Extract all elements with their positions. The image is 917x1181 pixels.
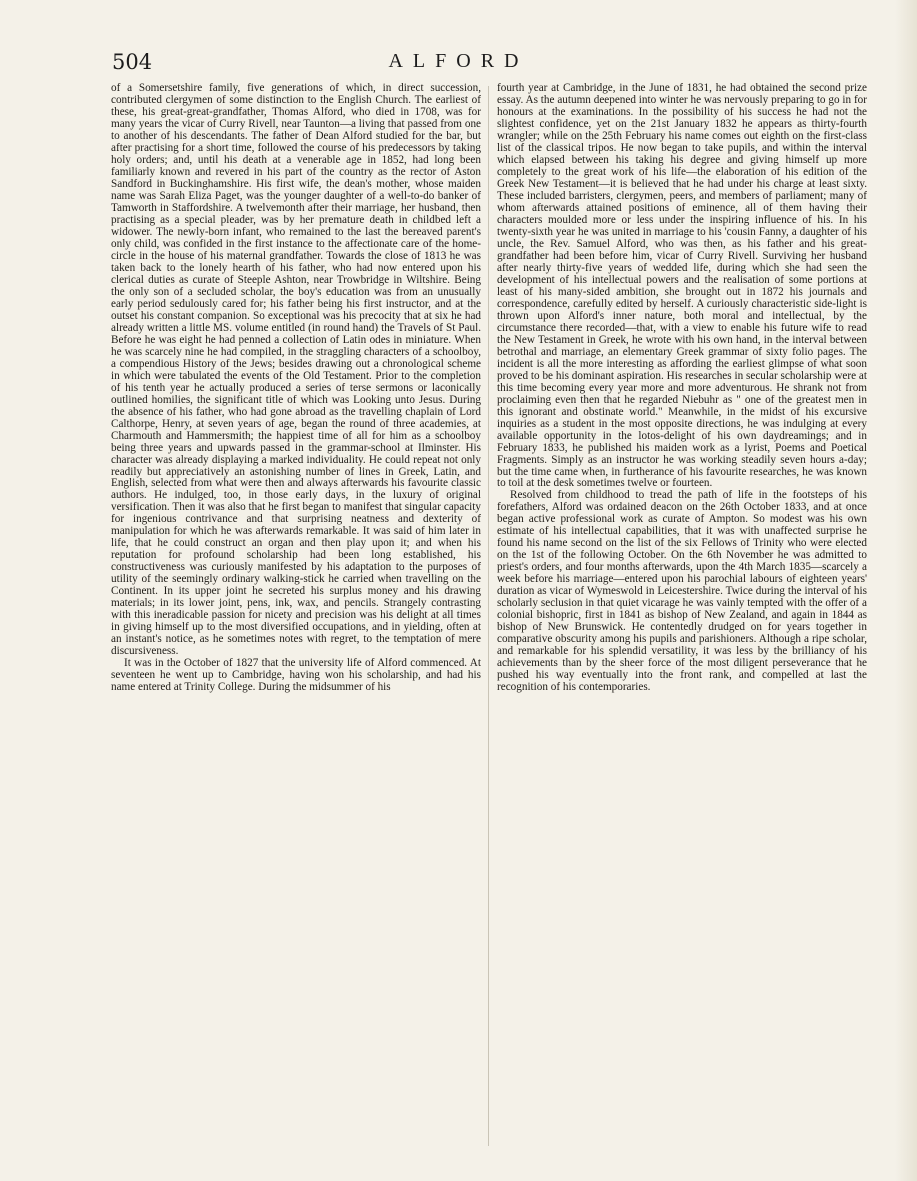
column-divider [488, 86, 489, 1146]
page-header [0, 50, 917, 78]
left-column [111, 82, 481, 1152]
running-title: ALFORD [388, 50, 529, 72]
page-edge-shadow [895, 0, 917, 1181]
paragraph: fourth year at Cambridge, in the June of 1831, he had obtained the second prize essay. As the autumn deepened into winter he was nervously preparing to go in for honours at the examinations. In the possibility of his success he had not the slightest confidence, yet on the 21st January 1832 he appears as thirty-fourth wrangler; while on the 25th February his name comes out eighth on the first-class list of the classical tripos. He now began to take pupils, and within the interval which elapsed between his taking his degree and giving himself up more completely to the great work of his life—the elaboration of his edition of the Greek New Testament—it is believed that he had under his charge at least sixty. These included barristers, clergymen, peers, and members of parliament; many of whom afterwards attained positions of eminence, all of them having their characters moulded more or less under the inspiring influence of his. In his twenty-sixth year he was united in marriage to his 'cousin Fanny, a daughter of his uncle, the Rev. Samuel Alford, who was then, as his father and his great-grandfather had been before him, vicar of Curry Rivell. Surviving her husband after nearly thirty-five years of wedded life, during which she had seen the development of his intellectual powers and the realisation of some portions at least of his many-sided ambition, she brought out in 1872 his journals and correspondence, carefully edited by herself. A curiously characteristic side-light is thrown upon Alford's inner nature, both moral and intellectual, by the circumstance there recorded—that, with a view to enable his future wife to read the New Testament in Greek, he wrote with his own hand, in the interval between betrothal and marriage, an elementary Greek grammar of sixty folio pages. The incident is all the more interesting as affording the earliest glimpse of what soon proved to be his dominant aspiration. His researches in secular scholarship were at this time becoming every year more and more adventurous. He shrank not from proclaiming even then that he regarded Niebuhr as " one of the greatest men in this ignorant and obstinate world." Meanwhile, in the midst of his excursive inquiries as a student in the most opposite directions, he was indulging at every available opportunity in the lotos-delight of his own daydreamings; and in February 1833, he published his maiden work as a lyrist, Poems and Poetical Fragments. Simply as an instructor he was working steadily seven hours a-day; but the time came when, in furtherance of his favourite researches, he was known to toil at the desk sometimes twelve or fourteen. [497, 82, 867, 490]
paragraph: of a Somersetshire family, five generations of which, in direct succession, contributed clergymen of some distinction to the English Church. The earliest of these, his great-great-grandfather, Thomas Alford, who died in 1708, was for many years the vicar of Curry Rivell, near Taunton—a living that passed from one to another of his descendants. The father of Dean Alford studied for the bar, but after practising for a short time, followed the course of his predecessors by taking holy orders; and, until his death at a venerable age in 1852, had long been familiarly known and revered in his part of the country as the rector of Aston Sandford in Buckinghamshire. His first wife, the dean's mother, whose maiden name was Sarah Eliza Paget, was the younger daughter of a well-to-do banker of Tamworth in Staffordshire. A twelvemonth after their marriage, her husband, then practising as a special pleader, was by her premature death in childbed left a widower. The newly-born infant, who remained to the last the bereaved parent's only child, was confided in the first instance to the affectionate care of the home-circle in the house of his maternal grandfather. Towards the close of 1813 he was taken back to the lonely hearth of his father, who had now entered upon his clerical duties as curate of Steeple Ashton, near Trowbridge in Wiltshire. Being the only son of a secluded scholar, the boy's education was from an unusually early period sedulously cared for; his father being his first instructor, and at the outset his constant companion. So exceptional was his precocity that at six he had already written a little MS. volume entitled (in round hand) the Travels of St Paul. Before he was eight he had penned a collection of Latin odes in miniature. When he was scarcely nine he had compiled, in the straggling characters of a schoolboy, a compendious History of the Jews; besides drawing out a chronological scheme in which were tabulated the events of the Old Testament. Prior to the completion of his tenth year he actually produced a series of terse sermons or laconically outlined homilies, the significant title of which was Looking unto Jesus. During the absence of his father, who had gone abroad as the travelling chaplain of Lord Calthorpe, Henry, at seven years of age, began the round of three academies, at Charmouth and Hammersmith; the happiest time of all for him as a schoolboy being three years and upwards passed in the grammar-school at Ilminster. His character was already displaying a marked individuality. He could repeat not only readily but appreciatively an astonishing number of lines in Greek, Latin, and English, selected from what were then and always afterwards his favourite classic authors. He indulged, too, in those early days, in the luxury of original versification. Then it was also that he first began to manifest that singular capacity for ingenious contrivance and that surprising neatness and dexterity of manipulation for which he was afterwards remarkable. It was said of him later in life, that he could construct an organ and then play upon it; and when his reputation for profound scholarship had been long established, his constructiveness was curiously manifested by his adaptation to the purposes of utility of the seemingly ordinary walking-stick he carried when travelling on the Continent. In its upper joint he secreted his surplus money and his drawing materials; in its lower joint, pens, ink, wax, and pencils. Strangely contrasting with this ineradicable passion for nicety and precision was his delight at all times in giving himself up to the most diversified occupations, and in yielding, often at an instant's notice, as he sometimes notes with regret, to the temptation of mere discursiveness. [111, 82, 481, 658]
right-column [497, 82, 867, 1152]
page-number: 504 [112, 50, 153, 74]
paragraph: Resolved from childhood to tread the path of life in the footsteps of his forefathers, Alford was ordained deacon on the 26th October 1833, and at once began active professional work as curate of Ampton. So modest was his own estimate of his intellectual capabilities, that it was with unaffected surprise he found his name second on the list of the six Fellows of Trinity who were elected on the 1st of the following October. On the 6th November he was admitted to priest's orders, and four months afterwards, upon the 4th March 1835—scarcely a week before his marriage—entered upon his parochial labours of eighteen years' duration as vicar of Wymeswold in Leicestershire. Twice during the interval of his scholarly seclusion in that quiet vicarage he was vainly tempted with the offer of a colonial bishopric, first in 1841 as bishop of New Zealand, and again in 1844 as bishop of New Brunswick. He contentedly drudged on for years together in comparative obscurity among his pupils and parishioners. Although a ripe scholar, and remarkable for his splendid versatility, it was less by the brilliancy of his achievements than by the sheer force of the most diligent perseverance that he pushed his way eventually into the front rank, and compelled at last the recognition of his contemporaries. [497, 489, 867, 694]
paragraph: It was in the October of 1827 that the university life of Alford commenced. At seventeen he went up to Cambridge, having won his scholarship, and had his name entered at Trinity College. During the midsummer of his [111, 657, 481, 694]
